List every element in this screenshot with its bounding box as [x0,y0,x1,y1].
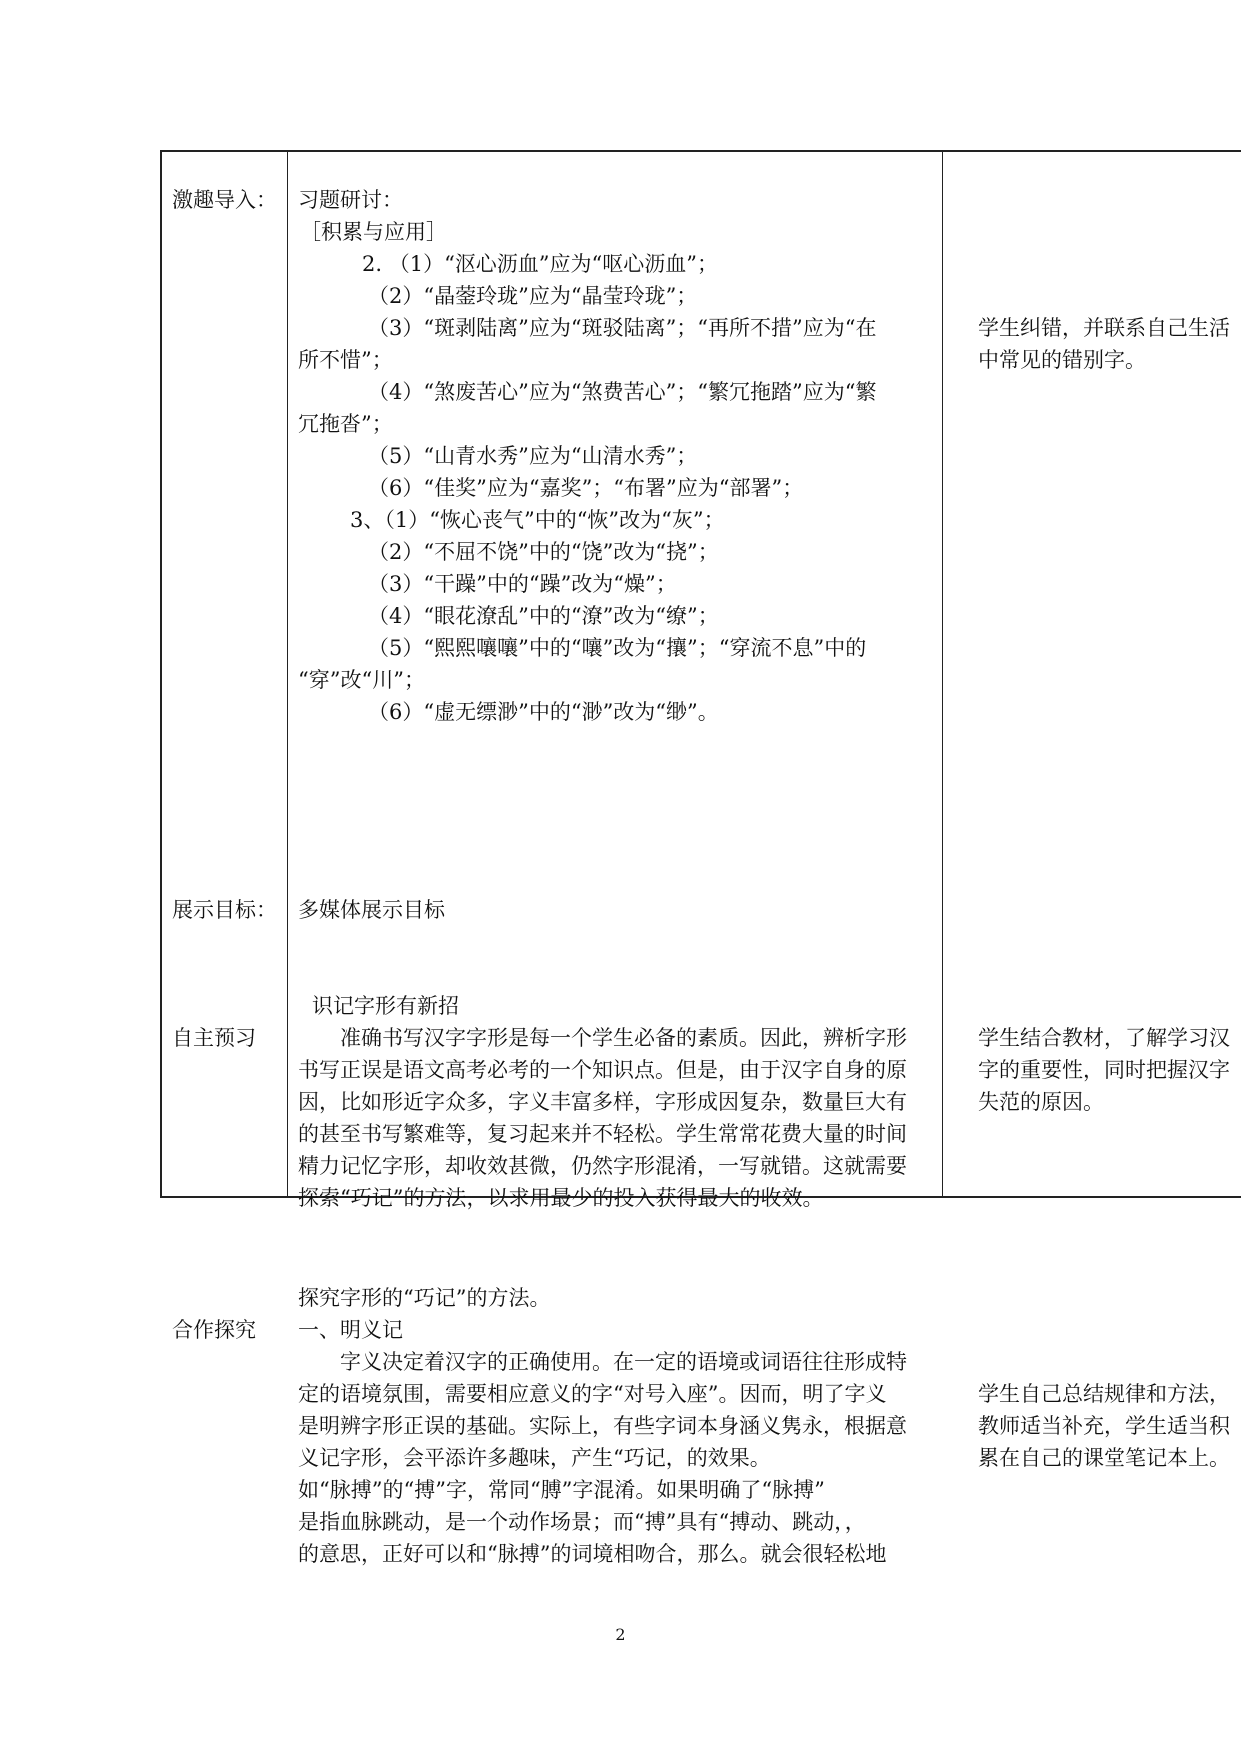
intro-line: （2）“不屈不饶”中的“饶”改为“挠”； [368,540,719,564]
intro-line: 3、（1）“恢心丧气”中的“恢”改为“灰”； [350,508,725,532]
explore-subheading: 一、明义记 [298,1318,403,1342]
row-label-explore: 合作探究 [172,1318,256,1342]
intro-line: “穿”改“川”； [298,668,425,692]
column-divider-1 [287,152,288,1196]
intro-line: （5）“熙熙嚷嚷”中的“嚷”改为“攘”；“穿流不息”中的 [368,636,867,660]
explore-line: 是指血脉跳动，是一个动作场景；而“搏”具有“搏动、跳动，， [298,1510,866,1534]
intro-note-line: 学生纠错，并联系自己生活 [978,316,1230,340]
intro-subheading: ［积累与应用］ [300,220,447,244]
preview-note-line: 学生结合教材，了解学习汉 [978,1026,1230,1050]
explore-note-line: 学生自己总结规律和方法， [978,1382,1230,1406]
intro-heading: 习题研讨： [298,188,403,212]
explore-line: 是明辨字形正误的基础。实际上，有些字词本身涵义隽永，根据意 [298,1414,907,1438]
intro-line: （3）“斑剥陆离”应为“斑驳陆离”；“再所不措”应为“在 [368,316,877,340]
intro-line: 所不惜”； [298,348,393,372]
preview-line: 的甚至书写繁难等，复习起来并不轻松。学生常常花费大量的时间 [298,1122,907,1146]
preview-line: 探索“巧记”的方法，以求用最少的投入获得最大的收效。 [298,1186,824,1210]
explore-note-line: 教师适当补充，学生适当积 [978,1414,1230,1438]
explore-line: 的意思，正好可以和“脉搏”的词境相吻合，那么。就会很轻松地 [298,1542,887,1566]
preview-line: 准确书写汉字字形是每一个学生必备的素质。因此，辨析字形 [340,1026,907,1050]
intro-line: （6）“虚无缥渺”中的“渺”改为“缈”。 [368,700,719,724]
explore-note-line: 累在自己的课堂笔记本上。 [978,1446,1230,1470]
preview-line: 精力记忆字形，却收效甚微，仍然字形混淆，一写就错。这就需要 [298,1154,907,1178]
intro-line: （6）“佳奖”应为“嘉奖”；“布署”应为“部署”； [368,476,804,500]
explore-line: 字义决定着汉字的正确使用。在一定的语境或词语往往形成特 [340,1350,907,1374]
intro-line: 冗拖沓”； [298,412,393,436]
preview-note-line: 字的重要性，同时把握汉字 [978,1058,1230,1082]
preview-line: 书写正误是语文高考必考的一个知识点。但是，由于汉字自身的原 [298,1058,907,1082]
intro-line: （4）“煞废苦心”应为“煞费苦心”；“繁冗拖踏”应为“繁 [368,380,877,404]
row-label-goal: 展示目标： [172,898,277,922]
row-label-intro: 激趣导入： [172,188,277,212]
goal-text: 多媒体展示目标 [298,898,445,922]
intro-line: （4）“眼花潦乱”中的“潦”改为“缭”； [368,604,719,628]
column-divider-2 [942,152,943,1196]
explore-line: 如“脉搏”的“搏”字，常同“膊”字混淆。如果明确了“脉搏” [298,1478,825,1502]
preview-heading: 识记字形有新招 [312,994,459,1018]
explore-line: 义记字形，会平添许多趣味，产生“巧记，的效果。 [298,1446,771,1470]
preview-line: 因，比如形近字众多，字义丰富多样，字形成因复杂，数量巨大有 [298,1090,907,1114]
intro-line: 2. （1）“沤心沥血”应为“呕心沥血”； [362,252,719,276]
intro-line: （5）“山青水秀”应为“山清水秀”； [368,444,698,468]
intro-line: （3）“干躁”中的“躁”改为“燥”； [368,572,677,596]
explore-heading: 探究字形的“巧记”的方法。 [298,1286,551,1310]
page-number: 2 [615,1625,626,1644]
intro-note-line: 中常见的错别字。 [978,348,1146,372]
intro-line: （2）“晶蓥玲珑”应为“晶莹玲珑”； [368,284,698,308]
explore-line: 定的语境氛围，需要相应意义的字“对号入座”。因而，明了字义 [298,1382,887,1406]
preview-note-line: 失范的原因。 [978,1090,1104,1114]
row-label-preview: 自主预习 [172,1026,256,1050]
